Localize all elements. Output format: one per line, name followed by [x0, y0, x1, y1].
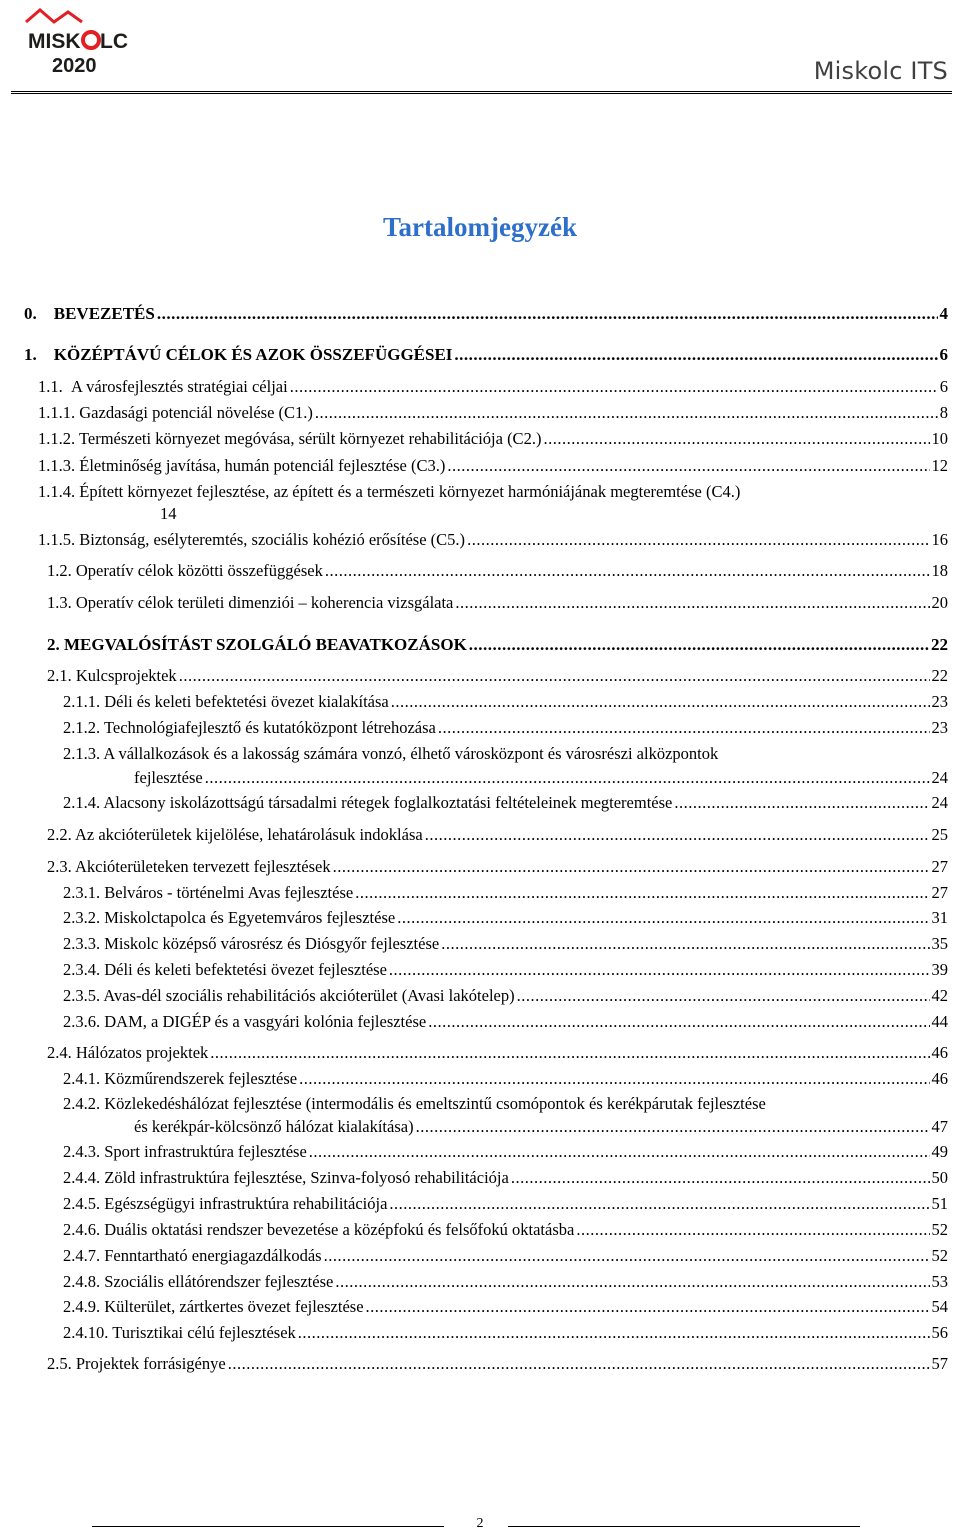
toc-leader-dots: [210, 1043, 929, 1063]
toc-entry[interactable]: [38, 377, 948, 397]
toc-entry-page: 27: [931, 883, 948, 902]
toc-entry[interactable]: [47, 561, 948, 581]
toc-entry[interactable]: [47, 857, 948, 877]
toc-entry-page: 20: [931, 593, 948, 612]
toc-entry[interactable]: [63, 934, 948, 954]
toc-leader-dots: [355, 883, 929, 903]
toc-entry-page: 42: [931, 986, 948, 1005]
toc-leader-dots: [397, 908, 929, 928]
toc-leader-dots: [157, 304, 938, 324]
toc-entry-page: 52: [931, 1220, 948, 1239]
toc-entry[interactable]: [63, 960, 948, 980]
toc-entry-label: 2.4.10. Turisztikai célú fejlesztések: [63, 1323, 296, 1342]
toc-leader-dots: [324, 1246, 930, 1266]
toc-entry-label: 2.5. Projektek forrásigénye: [47, 1354, 226, 1373]
toc-entry[interactable]: [38, 429, 948, 449]
toc-entry-page: 25: [931, 825, 948, 844]
toc-entry[interactable]: [38, 530, 948, 550]
toc-entry-page: 23: [931, 718, 948, 737]
toc-entry-label-continued: fejlesztése: [134, 768, 203, 787]
toc-leader-dots: [428, 1012, 929, 1032]
toc-entry-page: 46: [931, 1069, 948, 1088]
toc-entry-label: 2.1.4. Alacsony iskolázottságú társadalmi rétegek foglalkoztatási feltételeinek megteremtése: [63, 793, 673, 812]
toc-leader-dots: [179, 666, 930, 686]
toc-entry-page: 10: [931, 429, 948, 448]
toc-entry-label: 1.1.5. Biztonság, esélyteremtés, szociális kohézió erősítése (C5.): [38, 530, 466, 549]
toc-entry-label: 0. BEVEZETÉS: [24, 304, 155, 323]
toc-entry[interactable]: [24, 345, 948, 365]
toc-entry-label-continued: és kerékpár-kölcsönző hálózat kialakítása): [134, 1117, 414, 1136]
toc-entry-page: 57: [931, 1354, 948, 1373]
toc-leader-dots: [325, 561, 930, 581]
toc-entry[interactable]: [24, 304, 948, 324]
toc-leader-dots: [454, 345, 937, 365]
toc-entry[interactable]: [47, 1354, 948, 1374]
toc-entry-label: 2.4.3. Sport infrastruktúra fejlesztése: [63, 1142, 307, 1161]
toc-leader-dots: [389, 960, 930, 980]
toc-entry-label: 2.3.2. Miskolctapolca és Egyetemváros fejlesztése: [63, 908, 396, 927]
toc-leader-dots: [299, 1069, 929, 1089]
svg-text:MISK: MISK: [28, 30, 81, 53]
toc-leader-dots: [290, 377, 938, 397]
toc-leader-dots: [576, 1220, 929, 1240]
toc-entry-page: 49: [931, 1142, 948, 1161]
toc-entry-page: 50: [931, 1168, 948, 1187]
toc-leader-dots: [205, 768, 930, 788]
toc-leader-dots: [543, 429, 929, 449]
toc-entry[interactable]: [47, 635, 948, 655]
svg-text:LC: LC: [100, 30, 128, 53]
toc-entry-page: 35: [931, 934, 948, 953]
toc-leader-dots: [441, 934, 929, 954]
toc-leader-dots: [389, 1194, 929, 1214]
toc-leader-dots: [333, 857, 930, 877]
toc-entry[interactable]: [63, 692, 948, 712]
toc-entry-label: 1.2. Operatív célok közötti összefüggések: [47, 561, 323, 580]
toc-entry-page: 52: [931, 1246, 948, 1265]
header-divider: [11, 91, 952, 94]
toc-entry-label: 2.3.4. Déli és keleti befektetési övezet fejlesztése: [63, 960, 387, 979]
toc-entry[interactable]: [63, 1272, 948, 1292]
toc-entry-label: 2.2. Az akcióterületek kijelölése, lehatárolásuk indoklása: [47, 825, 423, 844]
miskolc-2020-logo: [22, 6, 134, 78]
toc-entry[interactable]: [63, 1246, 948, 1266]
toc-entry[interactable]: [63, 718, 948, 738]
toc-entry-label[interactable]: 1.1.4. Épített környezet fejlesztése, az épített és a természeti környezet harmóniájának megteremtése (C4.): [38, 482, 741, 501]
toc-entry-page: 4: [939, 304, 948, 323]
toc-entry-label: 2.3. Akcióterületeken tervezett fejlesztések: [47, 857, 331, 876]
toc-entry[interactable]: [63, 1069, 948, 1089]
toc-entry-page: 46: [931, 1043, 948, 1062]
toc-entry-label: 2.3.6. DAM, a DIGÉP és a vasgyári kolónia fejlesztése: [63, 1012, 427, 1031]
toc-leader-dots: [467, 530, 929, 550]
header-title: Miskolc ITS: [813, 57, 948, 85]
toc-entry-page: 51: [931, 1194, 948, 1213]
toc-entry-page: 24: [931, 793, 948, 812]
toc-entry-page: 16: [931, 530, 948, 549]
toc-entry-label: 2.4.6. Duális oktatási rendszer bevezetése a középfokú és felsőfokú oktatásba: [63, 1220, 575, 1239]
toc-entry[interactable]: [38, 403, 948, 423]
toc-leader-dots: [674, 793, 929, 813]
toc-leader-dots: [366, 1297, 930, 1317]
toc-entry[interactable]: [63, 986, 948, 1006]
toc-leader-dots: [455, 593, 929, 613]
toc-entry-page: 23: [931, 692, 948, 711]
toc-entry-label: 2.4. Hálózatos projektek: [47, 1043, 209, 1062]
toc-entry[interactable]: [63, 1323, 948, 1343]
page-number: 2: [476, 1516, 484, 1531]
toc-entry[interactable]: [47, 666, 948, 686]
toc-entry-page: 27: [931, 857, 948, 876]
toc-entry-page: 22: [931, 666, 948, 685]
toc-entry-page: 56: [931, 1323, 948, 1342]
toc-leader-dots: [469, 635, 929, 655]
toc-entry-label: 2.3.5. Avas-dél szociális rehabilitációs akcióterület (Avasi lakótelep): [63, 986, 515, 1005]
toc-entry[interactable]: [134, 1117, 948, 1137]
toc-title: Tartalomjegyzék: [383, 212, 577, 242]
toc-leader-dots: [298, 1323, 930, 1343]
toc-entry-label: 1.1.1. Gazdasági potenciál növelése (C1.): [38, 403, 313, 422]
toc-entry-label: 2.3.1. Belváros - történelmi Avas fejlesztése: [63, 883, 354, 902]
toc-entry-label: 2.4.5. Egészségügyi infrastruktúra rehabilitációja: [63, 1194, 388, 1213]
toc-entry[interactable]: [47, 593, 948, 613]
toc-entry[interactable]: [63, 1220, 948, 1240]
toc-entry-label: 1.1. A városfejlesztés stratégiai céljai: [38, 377, 288, 396]
toc-entry[interactable]: [63, 793, 948, 813]
toc-leader-dots: [425, 825, 930, 845]
toc-entry-page: 8: [939, 403, 948, 422]
toc-entry[interactable]: [47, 825, 948, 845]
toc-entry-label[interactable]: 2.1.3. A vállalkozások és a lakosság számára vonzó, élhető városközpont és városrészi alközpontok: [63, 744, 719, 763]
toc-leader-dots: [228, 1354, 930, 1374]
toc-leader-dots: [438, 718, 930, 738]
toc-leader-dots: [315, 403, 938, 423]
toc-entry-label: 2.1. Kulcsprojektek: [47, 666, 177, 685]
toc-entry-page: 53: [931, 1272, 948, 1291]
toc-leader-dots: [517, 986, 930, 1006]
toc-entry[interactable]: [63, 883, 948, 903]
toc-entry[interactable]: [47, 1043, 948, 1063]
toc-entry-page: 6: [939, 345, 948, 364]
toc-entry-label: 1.1.3. Életminőség javítása, humán potenciál fejlesztése (C3.): [38, 456, 446, 475]
toc-entry-page: 39: [931, 960, 948, 979]
toc-entry-label: 1. KÖZÉPTÁVÚ CÉLOK ÉS AZOK ÖSSZEFÜGGÉSEI: [24, 345, 453, 364]
toc-entry-label: 2.4.7. Fenntartható energiagazdálkodás: [63, 1246, 322, 1265]
toc-entry[interactable]: [63, 1194, 948, 1214]
toc-entry-page: 22: [931, 635, 948, 654]
toc-entry[interactable]: [63, 1168, 948, 1188]
toc-leader-dots: [511, 1168, 930, 1188]
toc-entry[interactable]: [38, 456, 948, 476]
toc-entry[interactable]: [63, 908, 948, 928]
toc-entry-page: 47: [931, 1117, 948, 1136]
toc-leader-dots: [309, 1142, 930, 1162]
svg-text:2020: 2020: [52, 55, 97, 77]
toc-entry[interactable]: [63, 1142, 948, 1162]
toc-entry-page: 18: [931, 561, 948, 580]
toc-entry-page: 14: [160, 504, 177, 523]
toc-entry-page: 12: [931, 456, 948, 475]
toc-leader-dots: [416, 1117, 930, 1137]
toc-entry-label: 2.1.2. Technológiafejlesztő és kutatóközpont létrehozása: [63, 718, 436, 737]
toc-entry-label: 1.1.2. Természeti környezet megóvása, sérült környezet rehabilitációja (C2.): [38, 429, 542, 448]
toc-entry-page: 24: [931, 768, 948, 787]
toc-entry-page: 6: [939, 377, 948, 396]
toc-leader-dots: [335, 1272, 929, 1292]
toc-entry[interactable]: [63, 1012, 948, 1032]
toc-leader-dots: [391, 692, 930, 712]
toc-entry-label: 2.4.1. Közműrendszerek fejlesztése: [63, 1069, 298, 1088]
toc-entry-label[interactable]: 2.4.2. Közlekedéshálózat fejlesztése (intermodális és emeltszintű csomópontok és kerékpárutak fejlesztése: [63, 1094, 766, 1113]
toc-leader-dots: [447, 456, 929, 476]
toc-entry-label: 2.1.1. Déli és keleti befektetési övezet kialakítása: [63, 692, 389, 711]
toc-entry-page: 54: [931, 1297, 948, 1316]
toc-entry-label: 2.4.8. Szociális ellátórendszer fejlesztése: [63, 1272, 334, 1291]
toc-entry-page: 31: [931, 908, 948, 927]
toc-entry-label: 2. MEGVALÓSÍTÁST SZOLGÁLÓ BEAVATKOZÁSOK: [47, 635, 467, 654]
toc-entry-label: 1.3. Operatív célok területi dimenziói – koherencia vizsgálata: [47, 593, 454, 612]
toc-entry[interactable]: [134, 768, 948, 788]
toc-entry-label: 2.3.3. Miskolc középső városrész és Diósgyőr fejlesztése: [63, 934, 440, 953]
toc-entry-label: 2.4.4. Zöld infrastruktúra fejlesztése, Szinva-folyosó rehabilitációja: [63, 1168, 509, 1187]
toc-entry-page: 44: [931, 1012, 948, 1031]
toc-entry-label: 2.4.9. Külterület, zártkertes övezet fejlesztése: [63, 1297, 364, 1316]
page-header: [0, 0, 960, 102]
toc-entry[interactable]: [63, 1297, 948, 1317]
